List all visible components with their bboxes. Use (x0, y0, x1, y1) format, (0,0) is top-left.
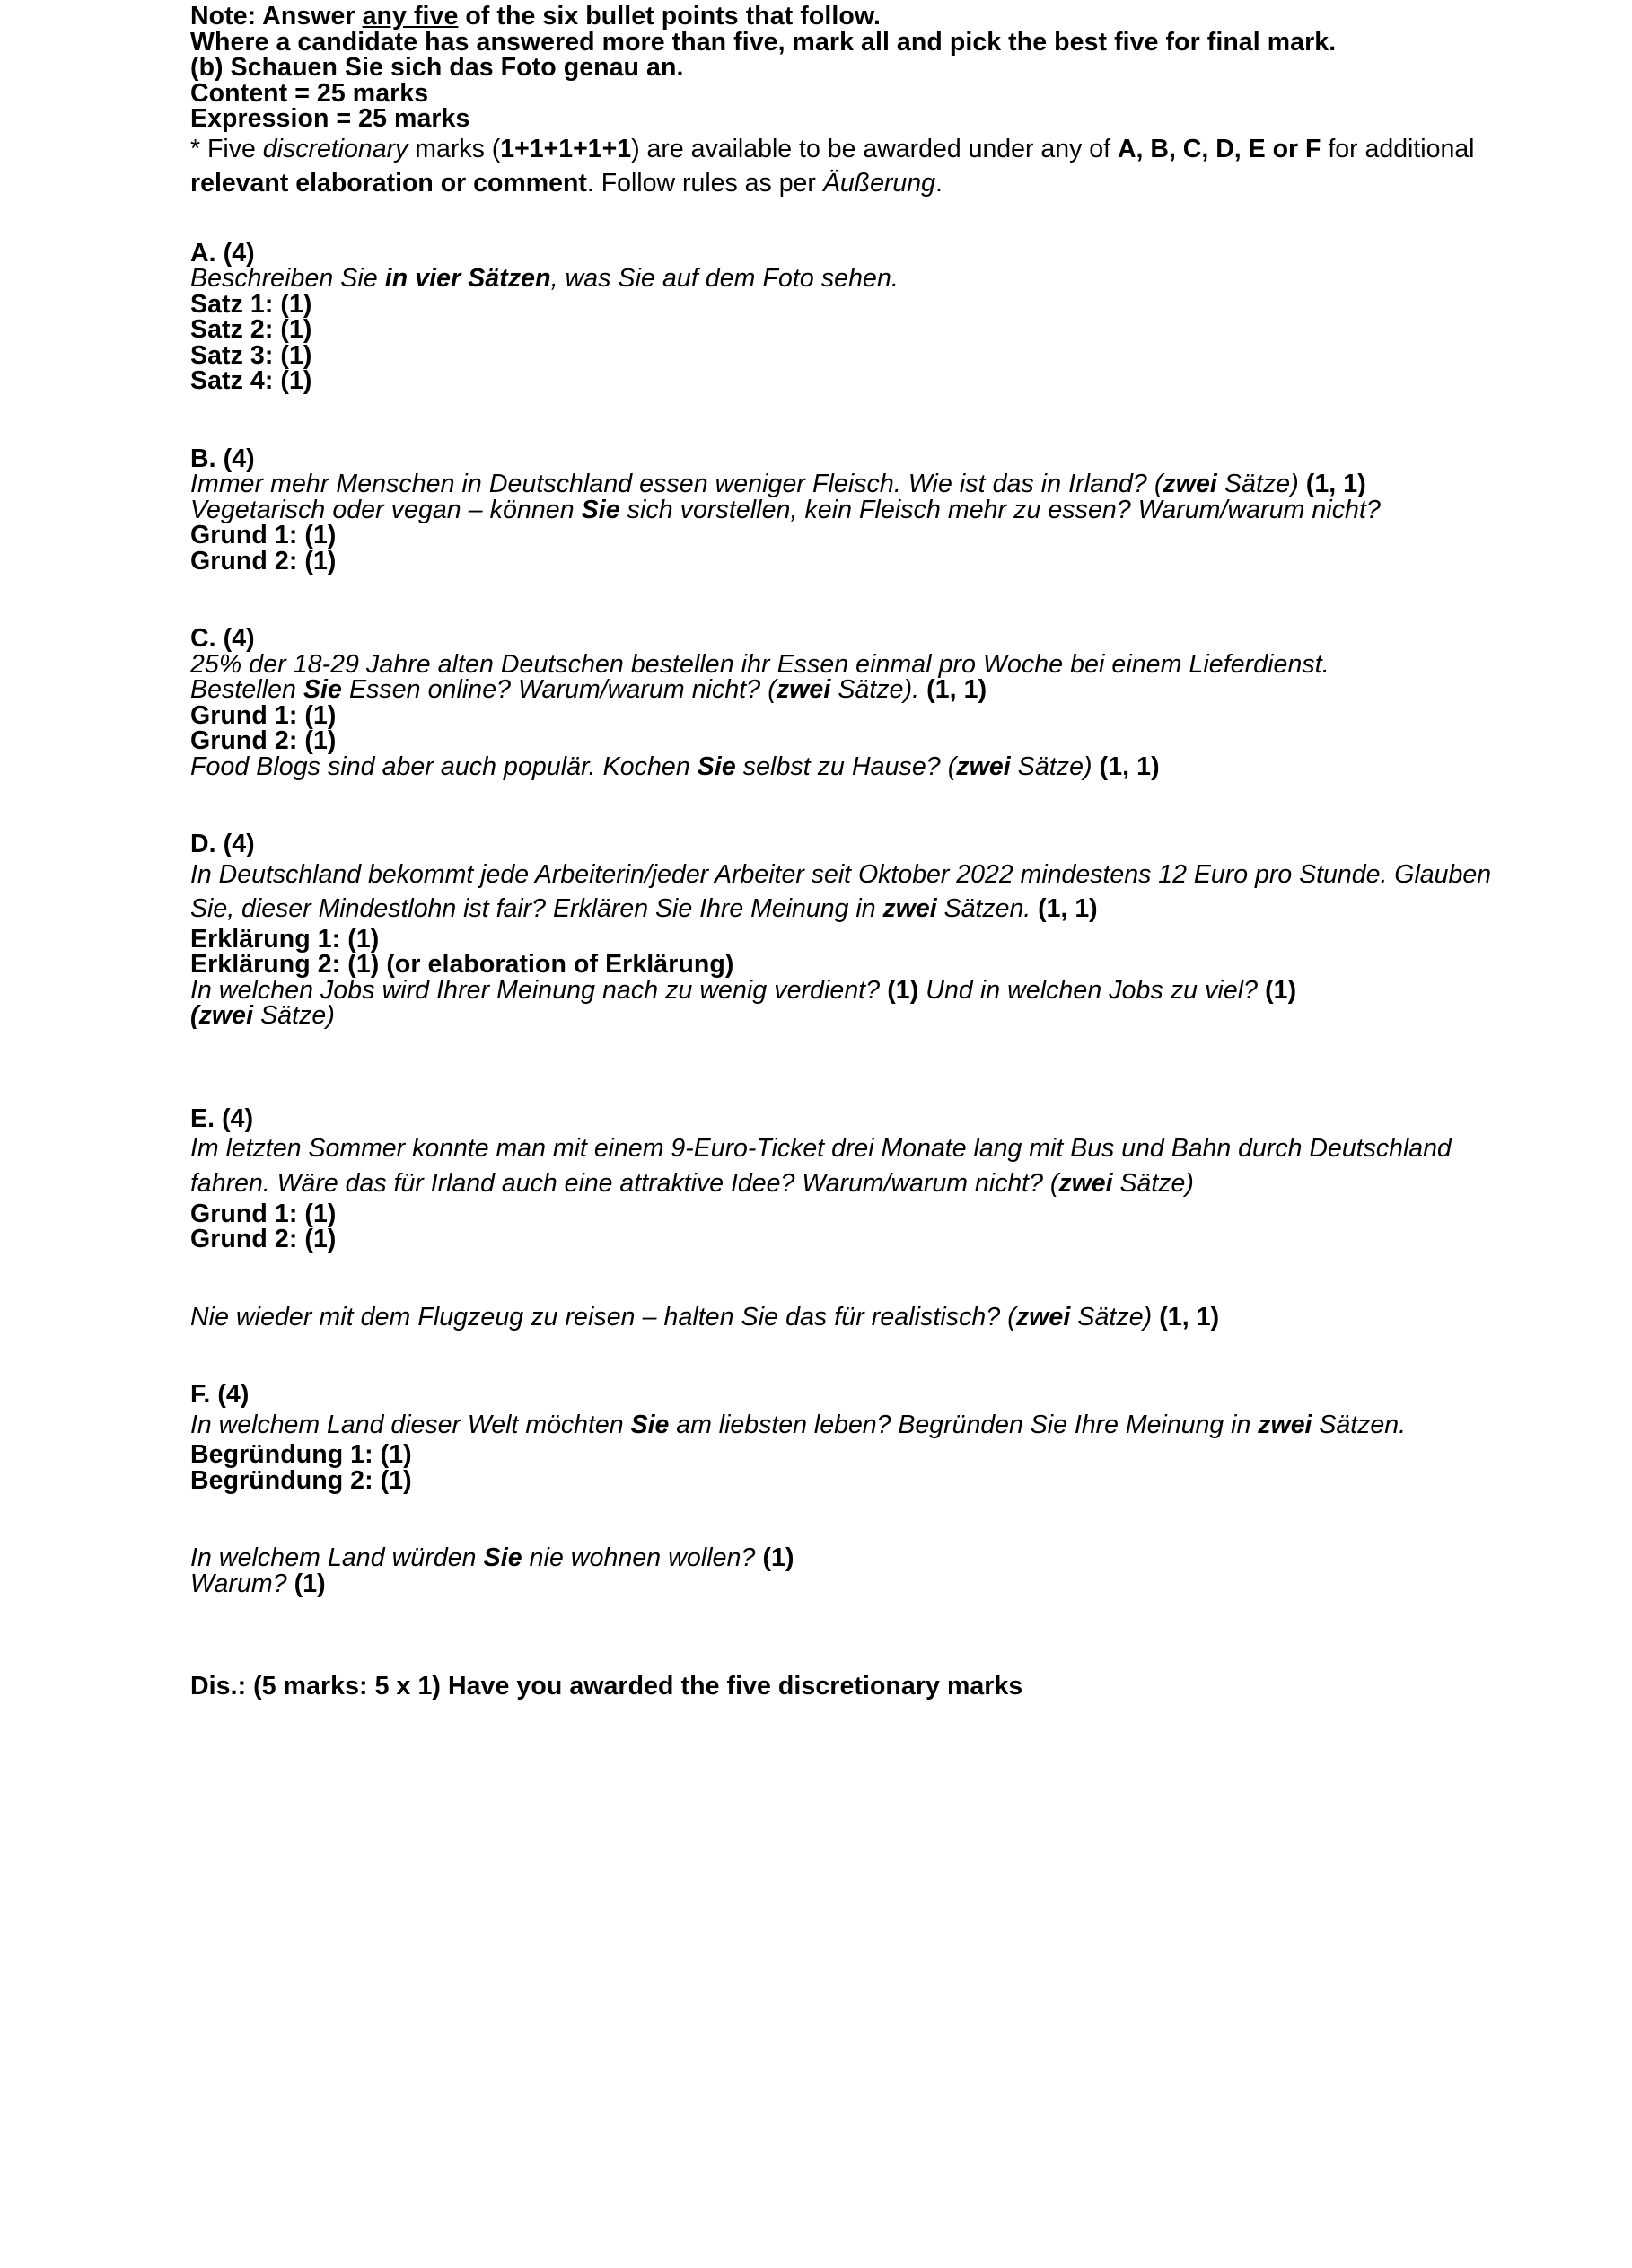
c-l2-seg-3: Essen online? Warum/warum nicht? ( (342, 675, 777, 705)
c-l3-seg-3: selbst zu Hause? ( (735, 752, 957, 781)
disc-seg-1: * Five (190, 134, 263, 163)
section-b-line-1 (190, 471, 1501, 497)
instruction-line: (b) Schauen Sie sich das Foto genau an. (190, 53, 684, 82)
a-prompt-seg-2-bolditalic: in vier Sätzen (384, 264, 551, 294)
section-d-line-1 (190, 857, 1501, 927)
disc-seg-9: . Follow rules as per (586, 169, 823, 198)
section-e-line-1 (190, 1131, 1501, 1200)
section-a-prompt (190, 266, 1501, 292)
e-l1-seg-2-bolditalic: zwei (1058, 1169, 1113, 1199)
spacer-before-f-line-2 (190, 1493, 1501, 1545)
a-prompt-seg-3: , was Sie auf dem Foto sehen. (550, 264, 899, 294)
disc-seg-7: for additional (1321, 134, 1475, 163)
spacer-after-section-b (190, 574, 1501, 626)
d-l1-seg-4-bold: (1, 1) (1038, 894, 1098, 924)
f-l2-seg-3: nie wohnen wollen? (522, 1543, 763, 1573)
section-e-line-2 (190, 1302, 1501, 1332)
section-c-line-3 (190, 754, 1501, 780)
c-l3-seg-5: Sätze) (1010, 752, 1100, 781)
e-l2-seg-3: Sätze) (1070, 1302, 1160, 1332)
disc-seg-3: marks ( (408, 134, 501, 163)
e-l1-seg-3: Sätze) (1112, 1169, 1194, 1199)
note-prefix: Note: Answer (190, 2, 363, 31)
f-l1-seg-5: Sätzen. (1312, 1410, 1407, 1439)
d-l2-seg-4-bold: (1) (1265, 975, 1297, 1005)
section-a-mark-1: Satz 1: (1) (190, 289, 312, 319)
section-b-mark-2: Grund 2: (1) (190, 546, 337, 576)
f-l2-seg-1: In welchem Land würden (190, 1543, 484, 1573)
discretionary-marks-paragraph (190, 132, 1501, 201)
spacer-after-section-e (190, 1330, 1501, 1382)
b-l1-seg-3: Sätze) (1216, 470, 1299, 499)
f-l1-seg-1: In welchem Land dieser Welt möchten (190, 1410, 631, 1439)
discretionary-footer-line: Dis.: (5 marks: 5 x 1) Have you awarded the five discretionary marks (190, 1672, 1023, 1701)
a-prompt-seg-1: Beschreiben Sie (190, 264, 385, 294)
disc-seg-4-bold: 1+1+1+1+1 (500, 134, 632, 163)
c-l3-seg-1: Food Blogs sind aber auch populär. Kochen (190, 752, 698, 781)
d-l3-seg-2: Sätze) (253, 1001, 335, 1031)
disc-seg-8-bold: relevant elaboration or comment (190, 169, 587, 198)
section-f-line-1 (190, 1408, 1501, 1443)
expression-marks-line: Expression = 25 marks (190, 104, 470, 133)
c-l2-seg-1: Bestellen (190, 675, 303, 705)
spacer-after-section-a (190, 394, 1501, 446)
section-f-heading: F. (4) (190, 1380, 250, 1410)
section-c-line-1: 25% der 18-29 Jahre alten Deutschen bestellen ihr Essen einmal pro Woche bei einem Lieferdienst. (190, 649, 1329, 679)
b-l2-seg-1: Vegetarisch oder vegan – können (190, 495, 582, 524)
section-c-line-2 (190, 677, 1501, 703)
spacer-after-section-c (190, 779, 1501, 831)
where-candidate-line: Where a candidate has answered more than five, mark all and pick the best five for final mark. (190, 27, 1337, 57)
section-f-line-3 (190, 1571, 1501, 1597)
f-l2-seg-4-bold: (1) (762, 1543, 794, 1573)
disc-seg-2-italic: discretionary (262, 134, 408, 163)
d-l1-seg-1: In Deutschland bekommt jede Arbeiterin/jeder Arbeiter seit Oktober 2022 mindestens 12 Euro pro Stunde. Glauben Sie, dieser Mindestlohn ist fair? Erklären Sie Ihre Meinung in (190, 859, 1492, 924)
section-d-line-2 (190, 975, 1501, 1005)
d-l2-seg-2-bold: (1) (887, 975, 919, 1005)
section-b-line-2 (190, 497, 1501, 523)
document-body (190, 4, 1501, 1700)
spacer-before-footer (190, 1596, 1501, 1674)
note-line (190, 4, 1501, 30)
disc-seg-5: ) are available to be awarded under any of (631, 134, 1118, 163)
section-a-mark-2: Satz 2: (1) (190, 315, 312, 345)
f-l3-seg-1: Warum? (190, 1569, 294, 1598)
spacer-after-section-d (190, 1029, 1501, 1106)
section-c-mark-2: Grund 2: (1) (190, 726, 337, 756)
section-a-mark-3: Satz 3: (1) (190, 340, 312, 370)
section-f-mark-1: Begründung 1: (1) (190, 1440, 412, 1470)
section-d-mark-1: Erklärung 1: (1) (190, 924, 380, 954)
section-d-line-3 (190, 1003, 1501, 1029)
section-c-mark-1: Grund 1: (1) (190, 700, 337, 730)
d-l1-seg-2-bolditalic: zwei (882, 894, 937, 924)
section-c-heading: C. (4) (190, 624, 255, 654)
d-l3-seg-1-bolditalic: (zwei (190, 1001, 254, 1031)
disc-seg-10-italic: Äußerung (822, 169, 935, 198)
section-a-heading: A. (4) (190, 238, 255, 268)
d-l1-seg-3: Sätzen. (936, 894, 1039, 924)
b-l2-seg-3: sich vorstellen, kein Fleisch mehr zu essen? Warum/warum nicht? (619, 495, 1381, 524)
c-l3-seg-4-bolditalic: zwei (956, 752, 1011, 781)
section-a-mark-4: Satz 4: (1) (190, 366, 312, 396)
d-l2-seg-1: In welchen Jobs wird Ihrer Meinung nach zu wenig verdient? (190, 975, 888, 1005)
e-l1-seg-1: Im letzten Sommer konnte man mit einem 9-Euro-Ticket drei Monate lang mit Bus und Bahn durch Deutschland fahren. Wäre das für Irland auch eine attraktive Idee? Warum/warum nicht? ( (190, 1134, 1452, 1199)
section-d-heading: D. (4) (190, 830, 255, 859)
c-l3-seg-2-bolditalic: Sie (697, 752, 736, 781)
section-e-heading: E. (4) (190, 1103, 254, 1133)
e-l2-seg-4-bold: (1, 1) (1159, 1302, 1220, 1332)
section-e-mark-2: Grund 2: (1) (190, 1225, 337, 1254)
content-marks-line: Content = 25 marks (190, 78, 429, 108)
note-suffix: of the six bullet points that follow. (458, 2, 882, 31)
c-l3-seg-6-bold: (1, 1) (1099, 752, 1160, 781)
e-l2-seg-2-bolditalic: zwei (1015, 1302, 1071, 1332)
f-l1-seg-3: am liebsten leben? Begründen Sie Ihre Meinung in (669, 1410, 1259, 1439)
section-b-heading: B. (4) (190, 444, 255, 473)
section-e-mark-1: Grund 1: (1) (190, 1199, 337, 1228)
disc-seg-6-bold: A, B, C, D, E or F (1117, 134, 1321, 163)
section-f-mark-2: Begründung 2: (1) (190, 1465, 412, 1495)
b-l1-seg-4-bold: (1, 1) (1298, 470, 1366, 499)
f-l3-seg-2-bold: (1) (294, 1569, 326, 1598)
section-d-mark-2: Erklärung 2: (1) (or elaboration of Erklärung) (190, 950, 734, 980)
section-f-line-2 (190, 1545, 1501, 1571)
f-l1-seg-4-bolditalic: zwei (1258, 1410, 1312, 1439)
note-underlined-text: any five (362, 2, 459, 31)
spacer-before-e-line-2 (190, 1253, 1501, 1305)
c-l2-seg-5: Sätze). (830, 675, 927, 705)
section-b-mark-1: Grund 1: (1) (190, 521, 337, 550)
c-l2-seg-4-bolditalic: zwei (776, 675, 831, 705)
c-l2-seg-6-bold: (1, 1) (926, 675, 987, 705)
c-l2-seg-2-bolditalic: Sie (303, 675, 342, 705)
b-l1-seg-1: Immer mehr Menschen in Deutschland essen weniger Fleisch. Wie ist das in Irland? ( (190, 470, 1163, 499)
disc-seg-11: . (934, 169, 943, 198)
f-l1-seg-2-bolditalic: Sie (630, 1410, 670, 1439)
f-l2-seg-2-bolditalic: Sie (483, 1543, 522, 1573)
b-l1-seg-2-bolditalic: zwei (1163, 470, 1217, 499)
spacer-after-header (190, 201, 1501, 241)
b-l2-seg-2-bolditalic: Sie (581, 495, 620, 524)
d-l2-seg-3: Und in welchen Jobs zu viel? (918, 975, 1266, 1005)
e-l2-seg-1: Nie wieder mit dem Flugzeug zu reisen – halten Sie das für realistisch? ( (190, 1302, 1016, 1332)
